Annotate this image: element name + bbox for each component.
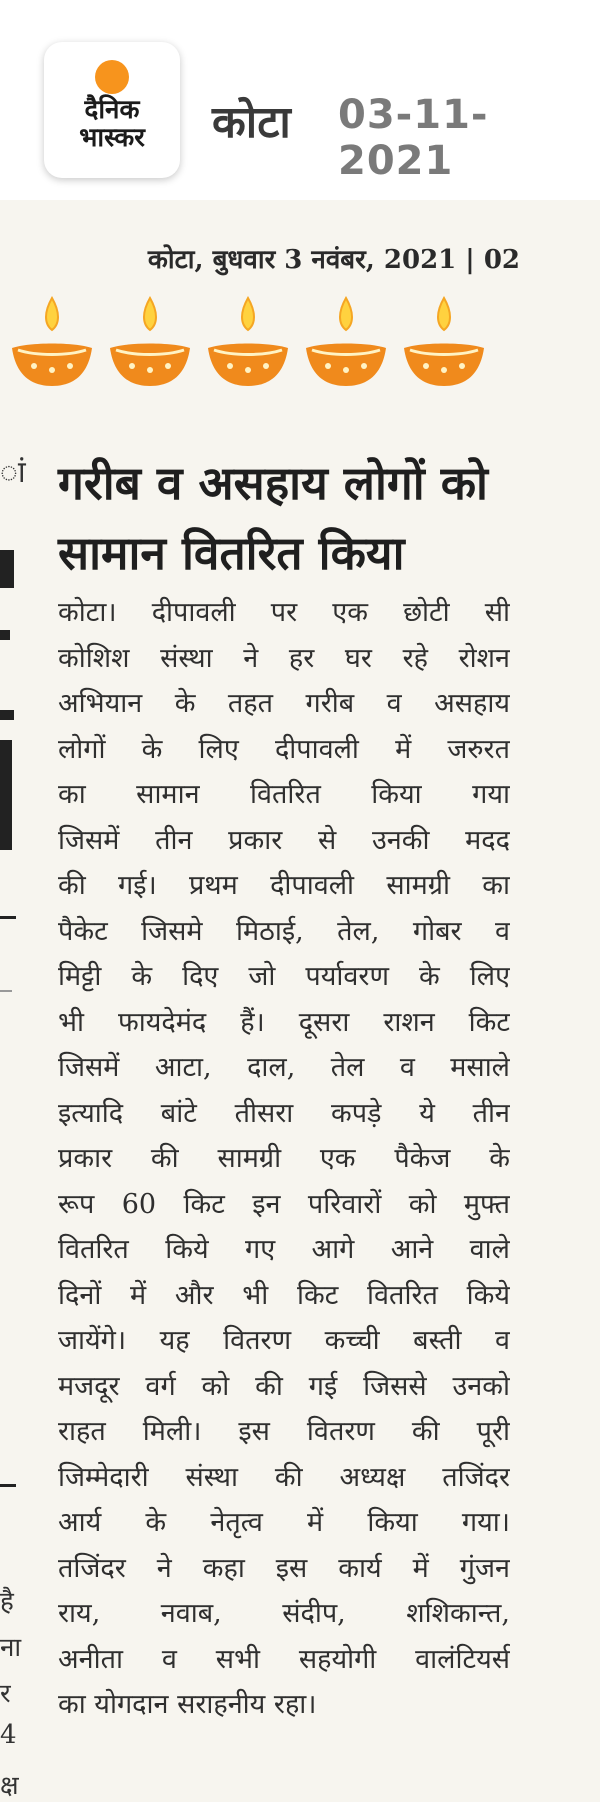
diya-decoration-row	[10, 290, 590, 400]
diya-icon	[108, 290, 192, 390]
logo-sun-icon	[95, 60, 129, 94]
article-line: राहत मिली। इस वितरण की पूरी	[58, 1416, 510, 1447]
fragment-mark	[0, 990, 12, 992]
article-line: कोशिश संस्था ने हर घर रहे रोशन	[58, 642, 510, 674]
fragment-mark	[0, 740, 12, 850]
fragment-text: 4	[0, 1720, 17, 1750]
article-line: रूप 60 किट इन परिवारों को मुफ्त	[58, 1188, 510, 1220]
article-line: आर्य के नेतृत्व में किया गया।	[58, 1507, 510, 1538]
article-line: जिम्मेदारी संस्था की अध्यक्ष तजिंदर	[58, 1461, 510, 1493]
article-line: जायेंगे। यह वितरण कच्ची बस्ती व	[58, 1325, 510, 1356]
edition-date: 03-11-2021	[338, 92, 489, 184]
fragment-mark	[0, 550, 14, 588]
article-line: तजिंदर ने कहा इस कार्य में गुंजन	[58, 1552, 510, 1584]
article-line: अनीता व सभी सहयोगी वालंटियर्स	[58, 1643, 510, 1675]
diya-icon	[10, 290, 94, 390]
article-line: का योगदान सराहनीय रहा।	[58, 1689, 317, 1720]
article-line: मिट्टी के दिए जो पर्यावरण के लिए	[58, 961, 510, 992]
article-line: लोगों के लिए दीपावली में जरुरत	[58, 733, 510, 765]
diya-icon	[304, 290, 388, 390]
article-line: जिसमें तीन प्रकार से उनकी मदद	[58, 824, 510, 856]
dainik-bhaskar-logo[interactable]	[44, 42, 180, 178]
article-headline	[58, 448, 578, 588]
edition-city: कोटा	[212, 97, 291, 148]
logo-text-line1: दैनिक	[84, 95, 140, 125]
article-line: प्रकार की सामग्री एक पैकेज के	[58, 1143, 510, 1174]
headline-line: सामान वितरित किया	[58, 526, 405, 580]
fragment-text: र	[0, 1679, 11, 1709]
diya-icon	[402, 290, 486, 390]
fragment-mark	[0, 916, 16, 919]
logo-text-line2: भास्कर	[79, 123, 145, 153]
fragment-text: क्ष	[0, 1771, 19, 1801]
fragment-text: है	[0, 1587, 14, 1617]
article-body	[58, 590, 510, 1728]
adjacent-column-fragment	[0, 430, 26, 1802]
article-line: की गई। प्रथम दीपावली सामग्री का	[58, 870, 510, 901]
fragment-text: ां	[0, 455, 26, 490]
fragment-mark	[0, 1484, 16, 1487]
fragment-text: ना	[0, 1633, 22, 1663]
app-header	[0, 0, 600, 200]
article-line: मजदूर वर्ग को की गई जिससे उनको	[58, 1370, 510, 1402]
diya-icon	[206, 290, 290, 390]
article-line: वितरित किये गए आगे आने वाले	[58, 1234, 510, 1265]
headline-line: गरीब व असहाय लोगों को	[58, 456, 488, 510]
article-line: भी फायदेमंद हैं। दूसरा राशन किट	[58, 1006, 510, 1038]
article-line: इत्यादि बांटे तीसरा कपड़े ये तीन	[58, 1097, 510, 1129]
page-dateline: कोटा, बुधवार 3 नवंबर, 2021 | 02	[147, 245, 520, 275]
fragment-mark	[0, 710, 14, 720]
article-line: का सामान वितरित किया गया	[58, 779, 510, 810]
article-line: कोटा। दीपावली पर एक छोटी सी	[58, 597, 510, 628]
fragment-mark	[0, 630, 10, 640]
article-line: अभियान के तहत गरीब व असहाय	[58, 688, 510, 719]
article-line: पैकेट जिसमे मिठाई, तेल, गोबर व	[58, 915, 510, 947]
article-line: राय, नवाब, संदीप, शशिकान्त,	[58, 1598, 510, 1629]
article-line: जिसमें आटा, दाल, तेल व मसाले	[58, 1052, 510, 1083]
article-line: दिनों में और भी किट वितरित किये	[58, 1279, 510, 1311]
